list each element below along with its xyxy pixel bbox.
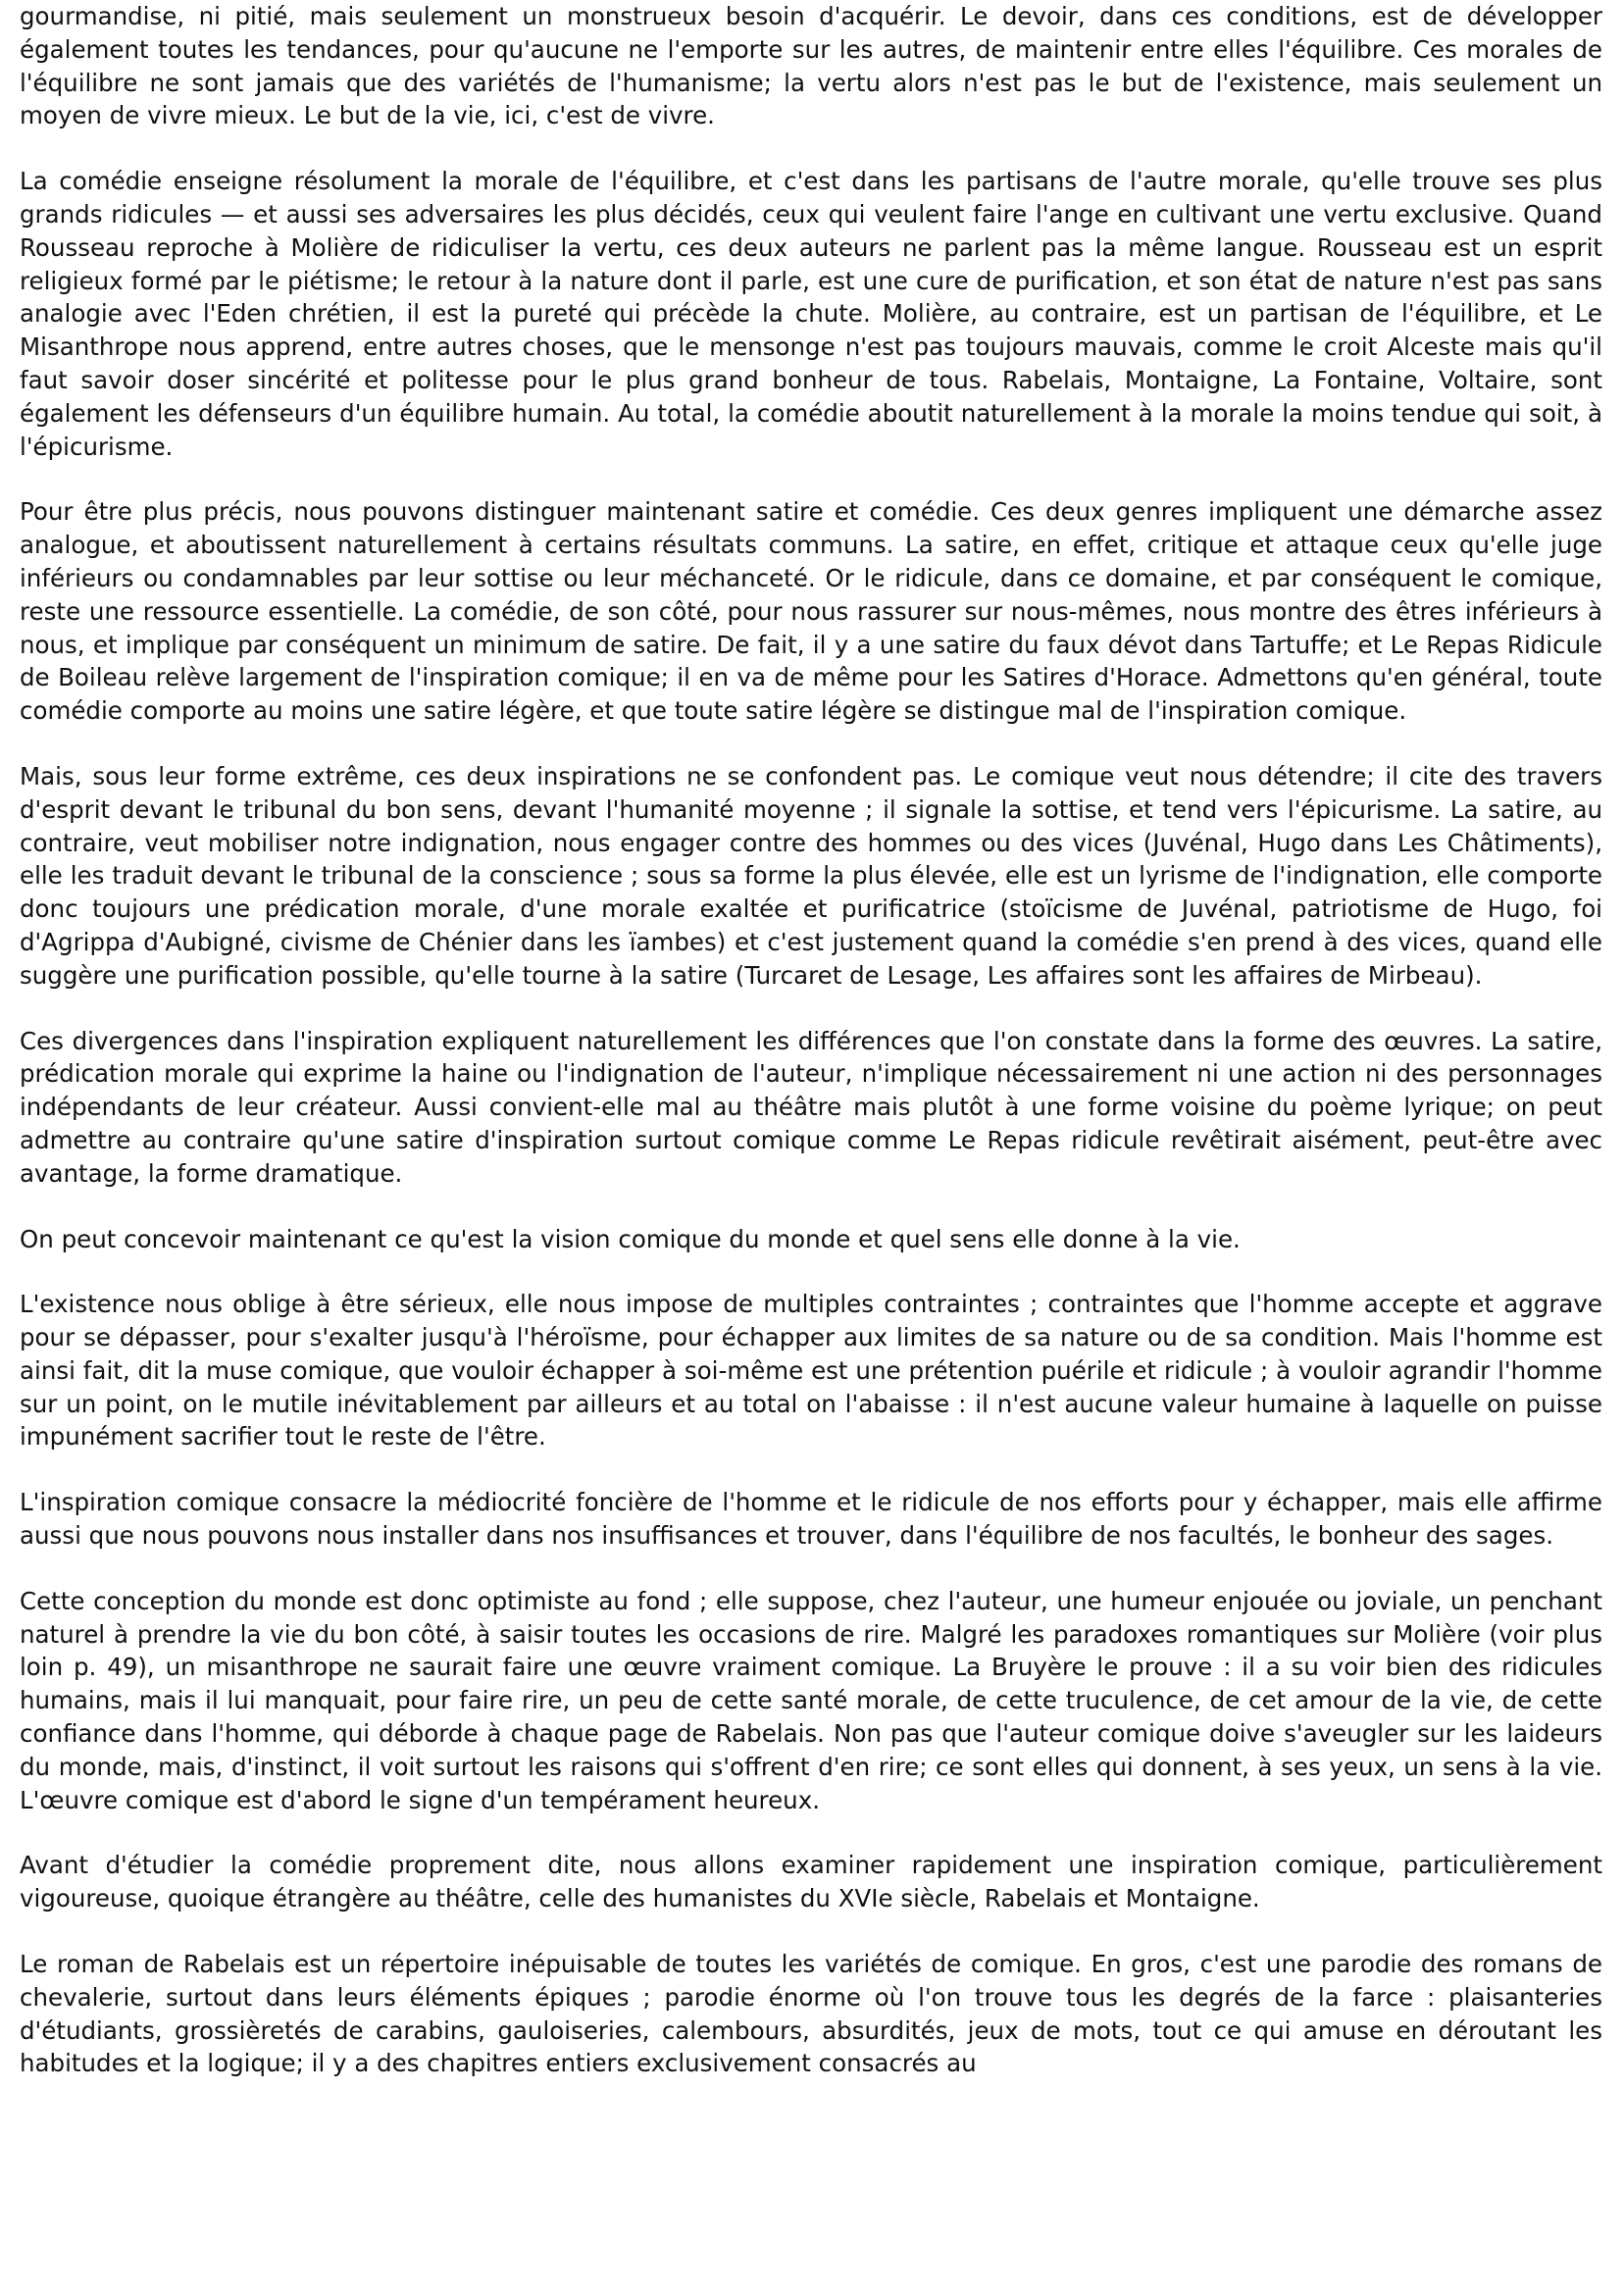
- paragraph: La comédie enseigne résolument la morale de l'équilibre, et c'est dans les partisans de l'autre morale, qu'elle trouve ses plus grands ridicules — et aussi ses adversaires les plus décidés, ceux qui veulent faire l'ange en cultivant une vertu exclusive. Quand Rousseau reproche à Molière de ridiculiser la vertu, ces deux auteurs ne parlent pas la même langue. Rousseau est un esprit religieux formé par le piétisme; le retour à la nature dont il parle, est une cure de purification, et son état de nature n'est pas sans analogie avec l'Eden chrétien, il est la pureté qui précède la chute. Molière, au contraire, est un partisan de l'équilibre, et Le Misanthrope nous apprend, entre autres choses, que le mensonge n'est pas toujours mauvais, comme le croit Alceste mais qu'il faut savoir doser sincérité et politesse pour le plus grand bonheur de tous. Rabelais, Montaigne, La Fontaine, Voltaire, sont également les défenseurs d'un équilibre humain. Au total, la comédie aboutit naturellement à la morale la moins tendue qui soit, à l'épicurisme.: [20, 167, 1602, 461]
- paragraph: gourmandise, ni pitié, mais seulement un monstrueux besoin d'acquérir. Le devoir, dans ces conditions, est de développer également toutes les tendances, pour qu'aucune ne l'emporte sur les autres, de maintenir entre elles l'équilibre. Ces morales de l'équilibre ne sont jamais que des variétés de l'humanisme; la vertu alors n'est pas le but de l'existence, mais seulement un moyen de vivre mieux. Le but de la vie, ici, c'est de vivre.: [20, 2, 1602, 130]
- paragraph: L'existence nous oblige à être sérieux, elle nous impose de multiples contraintes ; contraintes que l'homme accepte et aggrave pour se dépasser, pour s'exalter jusqu'à l'héroïsme, pour échapper aux limites de sa nature ou de sa condition. Mais l'homme est ainsi fait, dit la muse comique, que vouloir échapper à soi-même est une prétention puérile et ridicule ; à vouloir agrandir l'homme sur un point, on le mutile inévitablement par ailleurs et au total on l'abaisse : il n'est aucune valeur humaine à laquelle on puisse impunément sacrifier tout le reste de l'être.: [20, 1290, 1602, 1452]
- paragraph: Mais, sous leur forme extrême, ces deux inspirations ne se confondent pas. Le comique veut nous détendre; il cite des travers d'esprit devant le tribunal du bon sens, devant l'humanité moyenne ; il signale la sottise, et tend vers l'épicurisme. La satire, au contraire, veut mobiliser notre indignation, nous engager contre des hommes ou des vices (Juvénal, Hugo dans Les Châtiments), elle les traduit devant le tribunal de la conscience ; sous sa forme la plus élevée, elle est un lyrisme de l'indignation, elle comporte donc toujours une prédication morale, d'une morale exaltée et purificatrice (stoïcisme de Juvénal, patriotisme de Hugo, foi d'Agrippa d'Aubigné, civisme de Chénier dans les ïambes) et c'est justement quand la comédie s'en prend à des vices, quand elle suggère une purification possible, qu'elle tourne à la satire (Turcaret de Lesage, Les affaires sont les affaires de Mirbeau).: [20, 761, 1602, 990]
- paragraph: Cette conception du monde est donc optimiste au fond ; elle suppose, chez l'auteur, une humeur enjouée ou joviale, un penchant naturel à prendre la vie du bon côté, à saisir toutes les occasions de rire. Malgré les paradoxes romantiques sur Molière (voir plus loin p. 49), un misanthrope ne saurait faire une œuvre vraiment comique. La Bruyère le prouve : il a su voir bien des ridicules humains, mais il lui manquait, pour faire rire, un peu de cette santé morale, de cette truculence, de cet amour de la vie, de cette confiance dans l'homme, qui déborde à chaque page de Rabelais. Non pas que l'auteur comique doive s'aveugler sur les laideurs du monde, mais, d'instinct, il voit surtout les raisons qui s'offrent d'en rire; ce sont elles qui donnent, à ses yeux, un sens à la vie. L'œuvre comique est d'abord le signe d'un tempérament heureux.: [20, 1586, 1602, 1814]
- paragraph: Ces divergences dans l'inspiration expliquent naturellement les différences que l'on constate dans la forme des œuvres. La satire, prédication morale qui exprime la haine ou l'indignation de l'auteur, n'implique nécessairement ni une action ni des personnages indépendants de leur créateur. Aussi convient-elle mal au théâtre mais plutôt à une forme voisine du poème lyrique; on peut admettre au contraire qu'une satire d'inspiration surtout comique comme Le Repas ridicule revêtirait aisément, peut-être avec avantage, la forme dramatique.: [20, 1026, 1602, 1188]
- paragraph: L'inspiration comique consacre la médiocrité foncière de l'homme et le ridicule de nos efforts pour y échapper, mais elle affirme aussi que nous pouvons nous installer dans nos insuffisances et trouver, dans l'équilibre de nos facultés, le bonheur des sages.: [20, 1488, 1602, 1551]
- document-page: [20, 0, 1602, 2113]
- paragraph: Le roman de Rabelais est un répertoire inépuisable de toutes les variétés de comique. En gros, c'est une parodie des romans de chevalerie, surtout dans leurs éléments épiques ; parodie énorme où l'on trouve tous les degrés de la farce : plaisanteries d'étudiants, grossièretés de carabins, gauloiseries, calembours, absurdités, jeux de mots, tout ce qui amuse en déroutant les habitudes et la logique; il y a des chapitres entiers exclusivement consacrés au: [20, 1950, 1602, 2078]
- paragraph: On peut concevoir maintenant ce qu'est la vision comique du monde et quel sens elle donne à la vie.: [20, 1224, 1241, 1253]
- paragraph: Pour être plus précis, nous pouvons distinguer maintenant satire et comédie. Ces deux genres impliquent une démarche assez analogue, et aboutissent naturellement à certains résultats communs. La satire, en effet, critique et attaque ceux qu'elle juge inférieurs ou condamnables par leur sottise ou leur méchanceté. Or le ridicule, dans ce domaine, et par conséquent le comique, reste une ressource essentielle. La comédie, de son côté, pour nous rassurer sur nous-mêmes, nous montre des êtres inférieurs à nous, et implique par conséquent un minimum de satire. De fait, il y a une satire du faux dévot dans Tartuffe; et Le Repas Ridicule de Boileau relève largement de l'inspiration comique; il en va de même pour les Satires d'Horace. Admettons qu'en général, toute comédie comporte au moins une satire légère, et que toute satire légère se distingue mal de l'inspiration comique.: [20, 497, 1602, 726]
- paragraph: Avant d'étudier la comédie proprement dite, nous allons examiner rapidement une inspiration comique, particulièrement vigoureuse, quoique étrangère au théâtre, celle des humanistes du XVIe siècle, Rabelais et Montaigne.: [20, 1851, 1602, 1913]
